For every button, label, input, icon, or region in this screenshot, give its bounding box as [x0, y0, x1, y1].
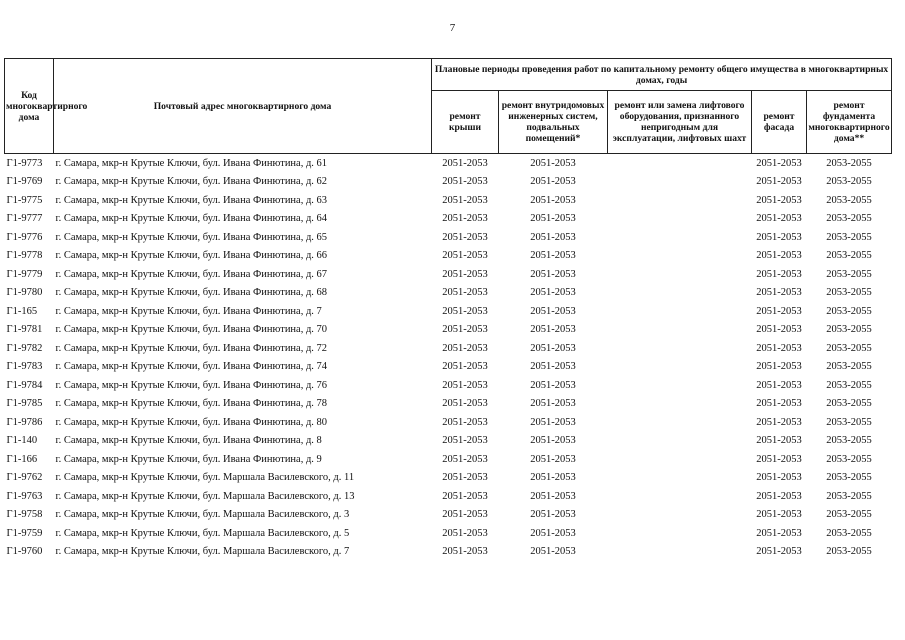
- table-row: [5, 543, 892, 562]
- table-row: [5, 376, 892, 395]
- row-elevator: [608, 543, 752, 562]
- row-code: Г1-166: [6, 453, 38, 465]
- row-facade: 2051-2053: [756, 416, 802, 428]
- row-foundation: 2053-2055: [826, 213, 872, 225]
- row-foundation: 2053-2055: [826, 231, 872, 243]
- row-elevator: [608, 265, 752, 284]
- table-row: [5, 265, 892, 284]
- row-address: г. Самара, мкр-н Крутые Ключи, бул. Маршала Василевского, д. 11: [55, 472, 355, 484]
- table-row: [5, 469, 892, 488]
- row-facade: 2051-2053: [756, 453, 802, 465]
- table-row: [5, 413, 892, 432]
- row-foundation: 2053-2055: [826, 379, 872, 391]
- row-facade: 2051-2053: [756, 509, 802, 521]
- row-code: Г1-9763: [6, 490, 43, 502]
- header-elevator: ремонт или замена лифтового оборудования, признанного непригодным для эксплуатации, лифтовых шахт: [608, 91, 752, 154]
- row-roof: 2051-2053: [442, 435, 488, 447]
- row-roof: 2051-2053: [442, 231, 488, 243]
- row-facade: 2051-2053: [756, 361, 802, 373]
- row-roof: 2051-2053: [442, 527, 488, 539]
- table-row: [5, 339, 892, 358]
- row-engineering: 2051-2053: [530, 546, 576, 558]
- row-address: г. Самара, мкр-н Крутые Ключи, бул. Ивана Финютина, д. 80: [55, 416, 328, 428]
- row-elevator: [608, 469, 752, 488]
- table-row: [5, 191, 892, 210]
- row-address: г. Самара, мкр-н Крутые Ключи, бул. Ивана Финютина, д. 9: [55, 453, 322, 465]
- row-code: Г1-9781: [6, 324, 43, 336]
- row-roof: 2051-2053: [442, 472, 488, 484]
- row-elevator: [608, 524, 752, 543]
- row-elevator: [608, 487, 752, 506]
- row-roof: 2051-2053: [442, 453, 488, 465]
- table-row: [5, 210, 892, 229]
- row-address: г. Самара, мкр-н Крутые Ключи, бул. Ивана Финютина, д. 76: [55, 379, 328, 391]
- row-engineering: 2051-2053: [530, 509, 576, 521]
- row-elevator: [608, 210, 752, 229]
- row-engineering: 2051-2053: [530, 379, 576, 391]
- header-periods: Плановые периоды проведения работ по капитальному ремонту общего имущества в многоквартирных домах, годы: [432, 59, 892, 91]
- row-engineering: 2051-2053: [530, 342, 576, 354]
- row-engineering: 2051-2053: [530, 213, 576, 225]
- row-facade: 2051-2053: [756, 324, 802, 336]
- row-elevator: [608, 154, 752, 173]
- row-roof: 2051-2053: [442, 398, 488, 410]
- row-code: Г1-9776: [6, 231, 43, 243]
- row-facade: 2051-2053: [756, 490, 802, 502]
- row-foundation: 2053-2055: [826, 472, 872, 484]
- row-engineering: 2051-2053: [530, 416, 576, 428]
- row-foundation: 2053-2055: [826, 435, 872, 447]
- row-code: Г1-9784: [6, 379, 43, 391]
- row-facade: 2051-2053: [756, 194, 802, 206]
- row-code: Г1-165: [6, 305, 38, 317]
- row-foundation: 2053-2055: [826, 287, 872, 299]
- row-facade: 2051-2053: [756, 305, 802, 317]
- row-roof: 2051-2053: [442, 379, 488, 391]
- row-foundation: 2053-2055: [826, 546, 872, 558]
- row-foundation: 2053-2055: [826, 176, 872, 188]
- row-roof: 2051-2053: [442, 250, 488, 262]
- row-engineering: 2051-2053: [530, 472, 576, 484]
- row-elevator: [608, 450, 752, 469]
- table-row: [5, 358, 892, 377]
- row-address: г. Самара, мкр-н Крутые Ключи, бул. Ивана Финютина, д. 8: [55, 435, 322, 447]
- row-address: г. Самара, мкр-н Крутые Ключи, бул. Ивана Финютина, д. 64: [55, 213, 328, 225]
- row-engineering: 2051-2053: [530, 398, 576, 410]
- row-foundation: 2053-2055: [826, 194, 872, 206]
- row-address: г. Самара, мкр-н Крутые Ключи, бул. Ивана Финютина, д. 65: [55, 231, 328, 243]
- row-facade: 2051-2053: [756, 176, 802, 188]
- row-address: г. Самара, мкр-н Крутые Ключи, бул. Маршала Василевского, д. 5: [55, 527, 350, 539]
- header-roof: ремонт крыши: [432, 91, 499, 154]
- row-foundation: 2053-2055: [826, 305, 872, 317]
- row-roof: 2051-2053: [442, 287, 488, 299]
- row-code: Г1-9775: [6, 194, 43, 206]
- header-engineering: ремонт внутридомовых инженерных систем, подвальных помещений*: [499, 91, 608, 154]
- table-row: [5, 302, 892, 321]
- row-facade: 2051-2053: [756, 435, 802, 447]
- row-engineering: 2051-2053: [530, 194, 576, 206]
- row-facade: 2051-2053: [756, 287, 802, 299]
- row-facade: 2051-2053: [756, 213, 802, 225]
- row-facade: 2051-2053: [756, 398, 802, 410]
- row-roof: 2051-2053: [442, 416, 488, 428]
- row-address: г. Самара, мкр-н Крутые Ключи, бул. Ивана Финютина, д. 63: [55, 194, 328, 206]
- row-foundation: 2053-2055: [826, 509, 872, 521]
- row-address: г. Самара, мкр-н Крутые Ключи, бул. Ивана Финютина, д. 7: [55, 305, 322, 317]
- table-row: [5, 247, 892, 266]
- row-foundation: 2053-2055: [826, 268, 872, 280]
- table-row: [5, 432, 892, 451]
- row-address: г. Самара, мкр-н Крутые Ключи, бул. Маршала Василевского, д. 13: [55, 490, 355, 502]
- row-roof: 2051-2053: [442, 176, 488, 188]
- row-roof: 2051-2053: [442, 213, 488, 225]
- row-roof: 2051-2053: [442, 157, 488, 169]
- row-address: г. Самара, мкр-н Крутые Ключи, бул. Ивана Финютина, д. 70: [55, 324, 328, 336]
- row-address: г. Самара, мкр-н Крутые Ключи, бул. Ивана Финютина, д. 68: [55, 287, 328, 299]
- row-facade: 2051-2053: [756, 250, 802, 262]
- header-address: Почтовый адрес многоквартирного дома: [54, 59, 432, 154]
- row-roof: 2051-2053: [442, 305, 488, 317]
- row-code: Г1-9782: [6, 342, 43, 354]
- row-elevator: [608, 395, 752, 414]
- row-code: Г1-9758: [6, 509, 43, 521]
- row-elevator: [608, 228, 752, 247]
- row-facade: 2051-2053: [756, 527, 802, 539]
- row-foundation: 2053-2055: [826, 490, 872, 502]
- row-address: г. Самара, мкр-н Крутые Ключи, бул. Ивана Финютина, д. 78: [55, 398, 328, 410]
- row-elevator: [608, 506, 752, 525]
- row-foundation: 2053-2055: [826, 398, 872, 410]
- row-code: Г1-9783: [6, 361, 43, 373]
- row-code: Г1-9759: [6, 527, 43, 539]
- row-engineering: 2051-2053: [530, 435, 576, 447]
- row-foundation: 2053-2055: [826, 361, 872, 373]
- row-facade: 2051-2053: [756, 268, 802, 280]
- table-row: [5, 173, 892, 192]
- row-foundation: 2053-2055: [826, 250, 872, 262]
- row-engineering: 2051-2053: [530, 305, 576, 317]
- row-code: Г1-9779: [6, 268, 43, 280]
- row-elevator: [608, 339, 752, 358]
- row-engineering: 2051-2053: [530, 361, 576, 373]
- table-row: [5, 395, 892, 414]
- row-engineering: 2051-2053: [530, 176, 576, 188]
- row-elevator: [608, 376, 752, 395]
- row-foundation: 2053-2055: [826, 157, 872, 169]
- row-code: Г1-9773: [6, 157, 43, 169]
- row-address: г. Самара, мкр-н Крутые Ключи, бул. Ивана Финютина, д. 61: [55, 157, 328, 169]
- row-engineering: 2051-2053: [530, 231, 576, 243]
- row-foundation: 2053-2055: [826, 342, 872, 354]
- row-code: Г1-9785: [6, 398, 43, 410]
- row-code: Г1-140: [6, 435, 38, 447]
- row-address: г. Самара, мкр-н Крутые Ключи, бул. Ивана Финютина, д. 67: [55, 268, 328, 280]
- table-row: [5, 321, 892, 340]
- row-roof: 2051-2053: [442, 324, 488, 336]
- table-row: [5, 284, 892, 303]
- row-code: Г1-9780: [6, 287, 43, 299]
- row-facade: 2051-2053: [756, 342, 802, 354]
- row-elevator: [608, 302, 752, 321]
- row-roof: 2051-2053: [442, 509, 488, 521]
- row-engineering: 2051-2053: [530, 250, 576, 262]
- row-elevator: [608, 413, 752, 432]
- row-roof: 2051-2053: [442, 342, 488, 354]
- row-foundation: 2053-2055: [826, 416, 872, 428]
- row-engineering: 2051-2053: [530, 490, 576, 502]
- row-elevator: [608, 321, 752, 340]
- row-elevator: [608, 191, 752, 210]
- row-code: Г1-9786: [6, 416, 43, 428]
- page-number: 7: [449, 22, 456, 34]
- row-engineering: 2051-2053: [530, 453, 576, 465]
- table-row: [5, 228, 892, 247]
- row-roof: 2051-2053: [442, 546, 488, 558]
- row-roof: 2051-2053: [442, 194, 488, 206]
- capital-repair-table: [4, 58, 892, 561]
- row-elevator: [608, 284, 752, 303]
- row-engineering: 2051-2053: [530, 287, 576, 299]
- table-row: [5, 450, 892, 469]
- row-address: г. Самара, мкр-н Крутые Ключи, бул. Маршала Василевского, д. 7: [55, 546, 350, 558]
- row-code: Г1-9760: [6, 546, 43, 558]
- table-body: [5, 154, 892, 562]
- table-row: [5, 487, 892, 506]
- row-code: Г1-9777: [6, 213, 43, 225]
- table-row: [5, 524, 892, 543]
- row-address: г. Самара, мкр-н Крутые Ключи, бул. Ивана Финютина, д. 66: [55, 250, 328, 262]
- header-foundation: ремонт фундамента многоквартирного дома**: [807, 91, 892, 154]
- table-row: [5, 506, 892, 525]
- row-address: г. Самара, мкр-н Крутые Ключи, бул. Ивана Финютина, д. 72: [55, 342, 328, 354]
- header-facade: ремонт фасада: [752, 91, 807, 154]
- row-address: г. Самара, мкр-н Крутые Ключи, бул. Ивана Финютина, д. 74: [55, 361, 328, 373]
- row-foundation: 2053-2055: [826, 324, 872, 336]
- row-address: г. Самара, мкр-н Крутые Ключи, бул. Маршала Василевского, д. 3: [55, 509, 350, 521]
- row-facade: 2051-2053: [756, 231, 802, 243]
- header-code: Код многоквартирного дома: [5, 59, 54, 154]
- row-code: Г1-9762: [6, 472, 43, 484]
- row-engineering: 2051-2053: [530, 268, 576, 280]
- table-row: [5, 154, 892, 173]
- row-roof: 2051-2053: [442, 361, 488, 373]
- row-roof: 2051-2053: [442, 490, 488, 502]
- row-facade: 2051-2053: [756, 472, 802, 484]
- row-engineering: 2051-2053: [530, 324, 576, 336]
- row-elevator: [608, 358, 752, 377]
- row-engineering: 2051-2053: [530, 527, 576, 539]
- row-elevator: [608, 247, 752, 266]
- row-foundation: 2053-2055: [826, 527, 872, 539]
- row-foundation: 2053-2055: [826, 453, 872, 465]
- row-code: Г1-9778: [6, 250, 43, 262]
- row-engineering: 2051-2053: [530, 157, 576, 169]
- row-facade: 2051-2053: [756, 546, 802, 558]
- row-facade: 2051-2053: [756, 379, 802, 391]
- row-roof: 2051-2053: [442, 268, 488, 280]
- row-address: г. Самара, мкр-н Крутые Ключи, бул. Ивана Финютина, д. 62: [55, 176, 328, 188]
- row-facade: 2051-2053: [756, 157, 802, 169]
- row-code: Г1-9769: [6, 176, 43, 188]
- row-elevator: [608, 173, 752, 192]
- row-elevator: [608, 432, 752, 451]
